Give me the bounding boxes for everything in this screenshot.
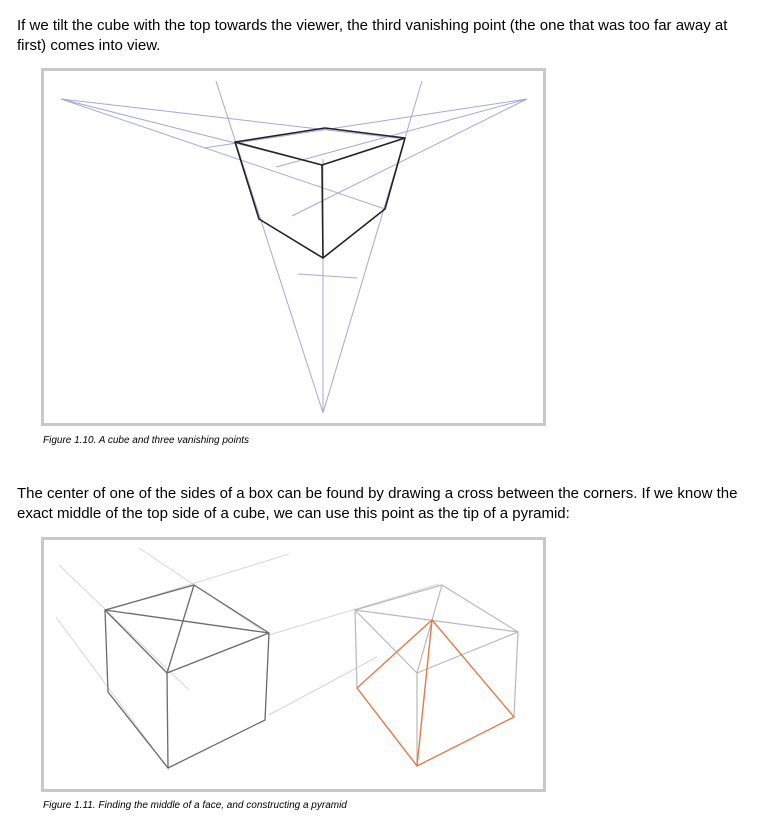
paragraph-center-of-side: The center of one of the sides of a box can be found by drawing a cross between the corners. If we know the exact middle of the top side of a cube, we can use this point as the tip of a pyramid: (17, 485, 738, 522)
ghost-edge (514, 632, 518, 717)
cube-outline (105, 610, 269, 768)
pyramid-front-edge (417, 620, 432, 766)
cube-front-edge (167, 673, 168, 768)
figure-middle-of-face-pyramid (41, 537, 546, 792)
top-diagonal (105, 610, 269, 633)
cube-edges (235, 128, 405, 258)
guide-line (298, 274, 357, 278)
cube-front-edge (322, 165, 323, 258)
guide-line (59, 565, 189, 690)
figure-1-10-caption: Figure 1.10. A cube and three vanishing points (43, 435, 250, 446)
top-diagonal (167, 585, 194, 673)
cube-drawing (44, 71, 543, 423)
cube-outline (235, 138, 405, 258)
ghost-cube (355, 585, 518, 766)
pyramid-drawing (44, 540, 543, 789)
pyramid (357, 620, 514, 766)
figure-1-11-caption: Figure 1.11. Finding the middle of a face, and constructing a pyramid (43, 800, 347, 811)
ghost-top-diagonal (417, 585, 442, 673)
paragraph-tilt-cube: If we tilt the cube with the top towards the viewer, the third vanishing point (the one that was too far away at first) comes into view. (17, 17, 728, 54)
pyramid-outline (357, 620, 514, 766)
ghost-edge (355, 610, 357, 688)
guide-line (61, 99, 385, 209)
cube-with-cross (105, 585, 269, 768)
cube-top-face (235, 128, 405, 165)
vanishing-guides (61, 81, 527, 413)
perspective-guides (56, 548, 439, 770)
guide-line (269, 584, 439, 635)
guide-line (276, 99, 527, 167)
guide-line (269, 657, 377, 715)
figure-cube-three-vanishing-points (41, 68, 546, 426)
ghost-top-diagonal (355, 610, 518, 632)
